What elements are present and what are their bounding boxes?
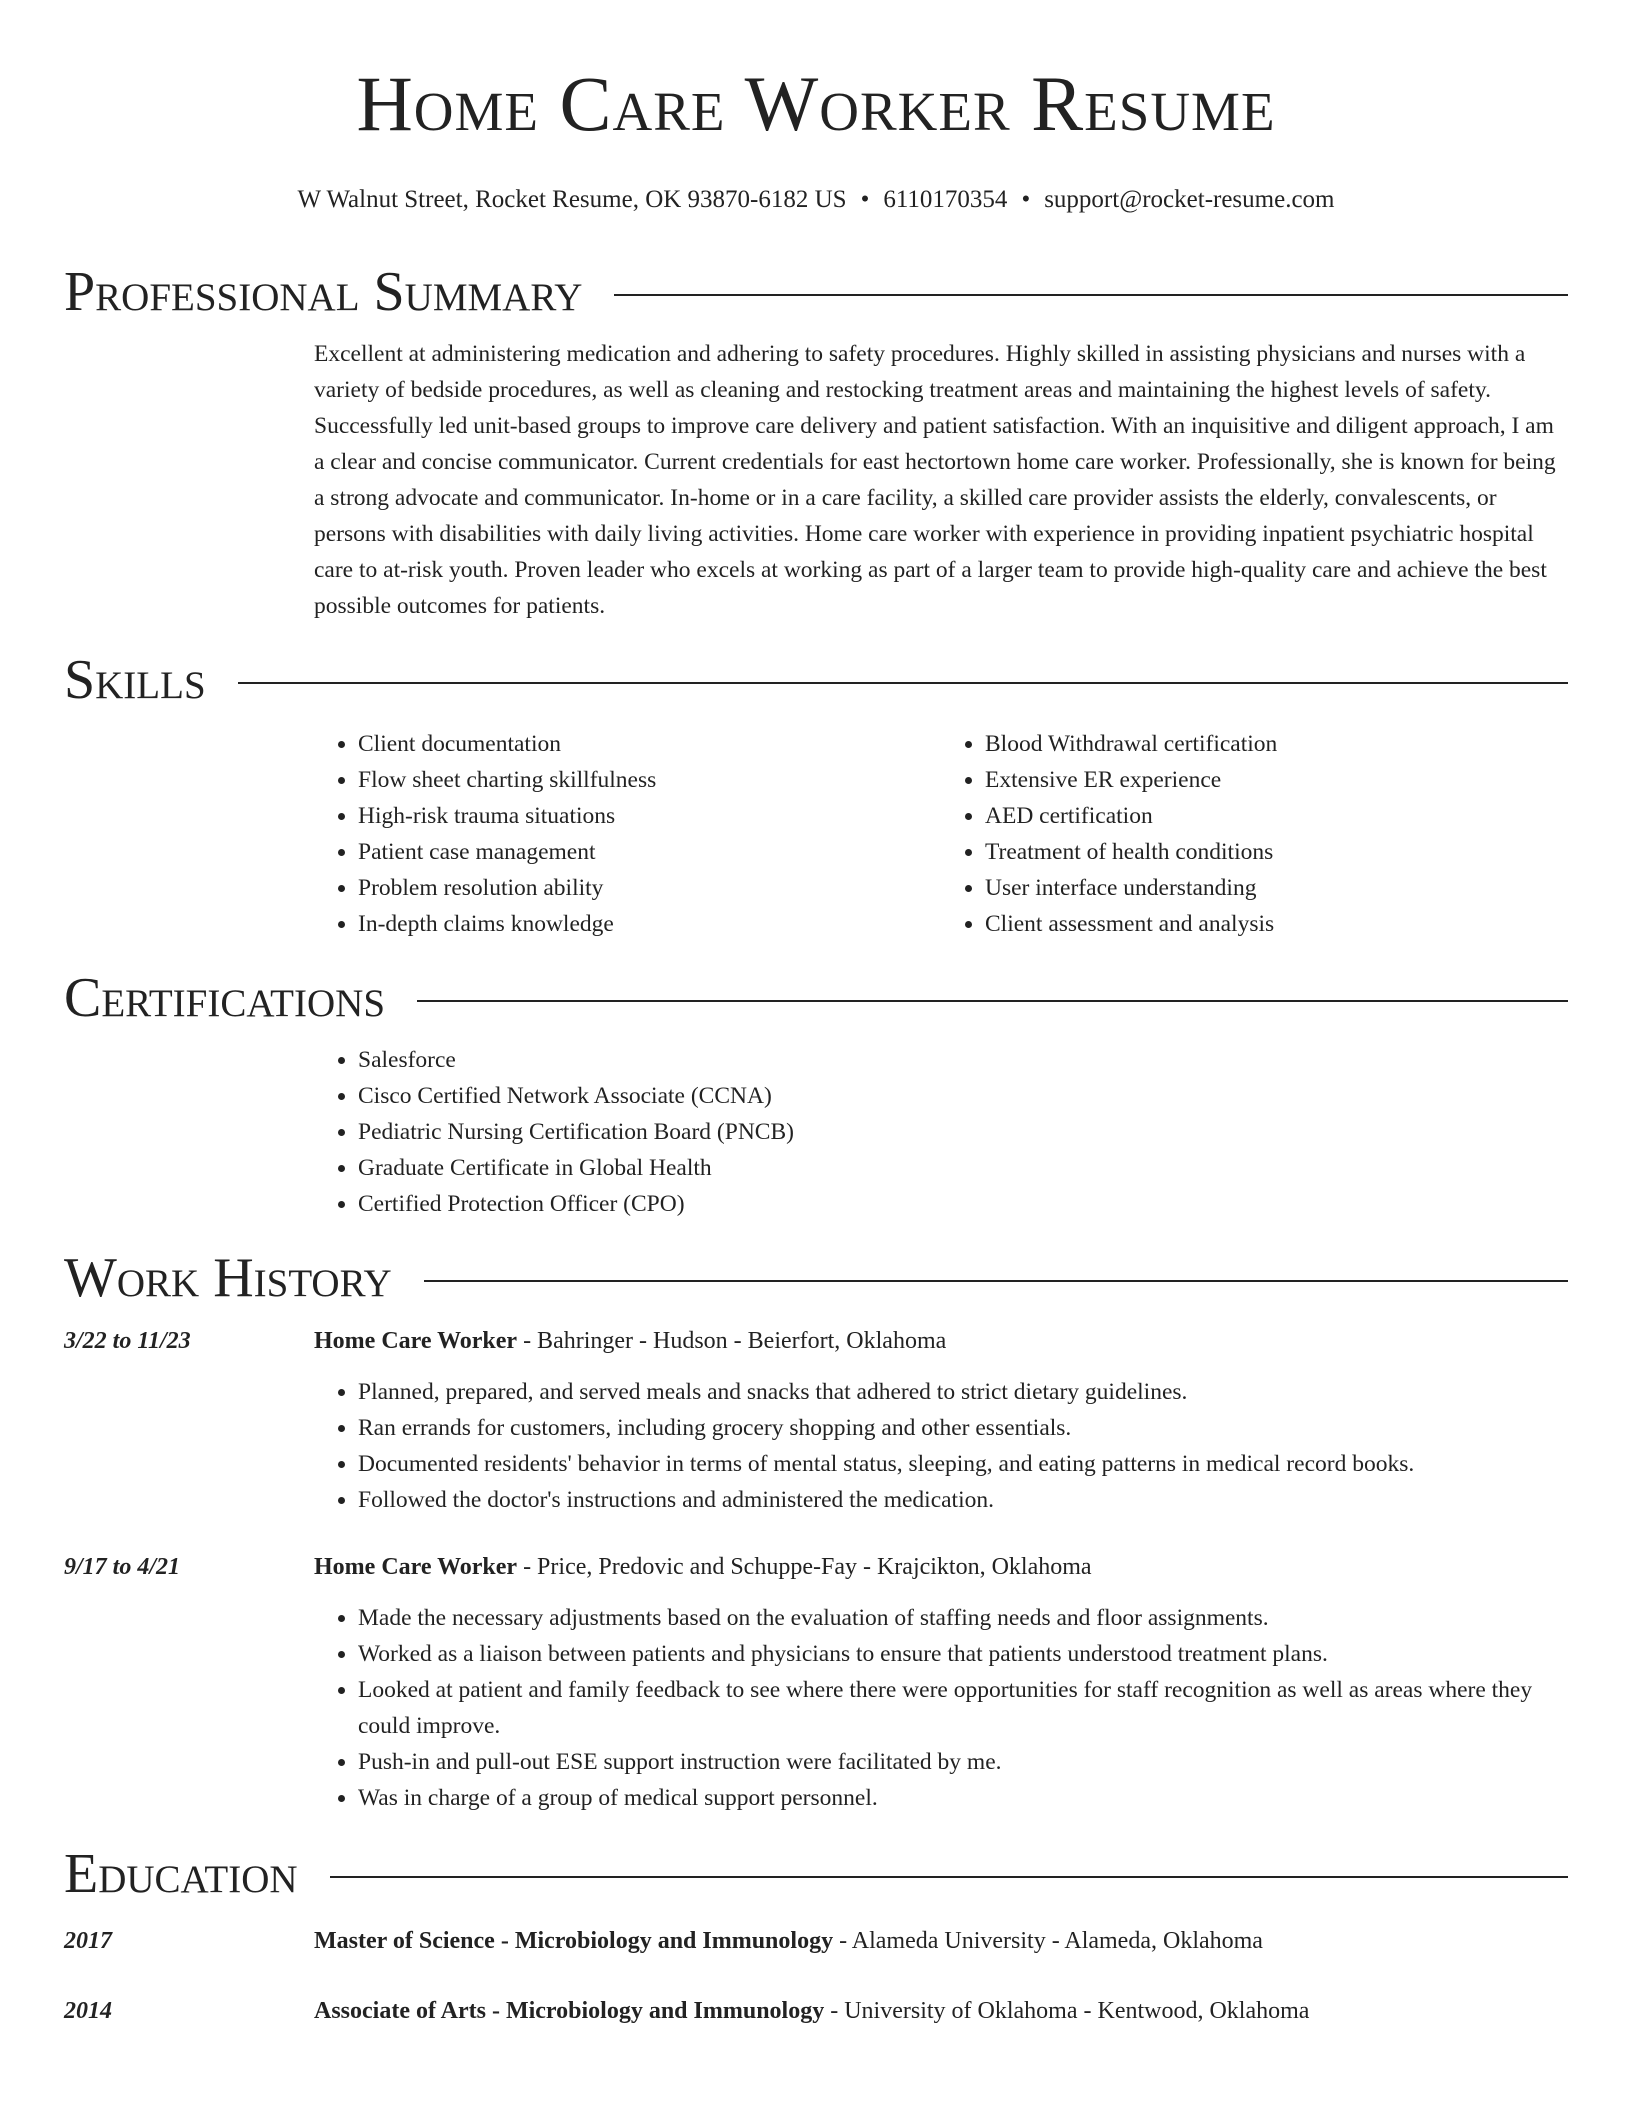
education-entry [64,1994,1568,2028]
skill-item: • Flow sheet charting skillfulness [358,762,941,798]
education-line [314,1994,1568,2028]
section-divider [424,1280,1568,1282]
summary-heading: Professional Summary [64,261,583,323]
skill-item: • Patient case management [358,834,941,870]
skill-item: • Problem resolution ability [358,870,941,906]
job-title: Home Care Worker [314,1328,518,1354]
certifications-heading: Certifications [64,967,386,1029]
duty-item: • Planned, prepared, and served meals and snacks that adhered to strict dietary guidelines. [358,1374,1568,1410]
summary-body [314,336,1568,624]
work-section-header [64,1246,1568,1310]
job-header [64,1550,1568,1584]
job-title: Home Care Worker [314,1554,518,1580]
certifications-section-header [64,966,1568,1030]
job-entry [64,1550,1568,1816]
separator-dot: • [1021,186,1031,213]
email-link[interactable]: support@rocket-resume.com [1044,186,1335,213]
section-divider [614,294,1568,296]
education-year: 2014 [64,1998,112,2024]
education-entry [64,1924,1568,1958]
skill-item: • Client assessment and analysis [985,906,1568,942]
skill-item: • Extensive ER experience [985,762,1568,798]
job-details: - Bahringer - Hudson - Beierfort, Oklahoma [517,1328,947,1354]
job-duties-list [314,1600,1568,1816]
school-details: - Alameda University - Alameda, Oklahoma [833,1928,1263,1954]
job-duties-list [314,1374,1568,1518]
duty-item: • Documented residents' behavior in terms of mental status, sleeping, and eating patterns in medical record books. [358,1446,1568,1482]
duty-item: • Looked at patient and family feedback to see where there were opportunities for staff recognition as well as areas where they could improve. [358,1672,1568,1744]
phone: 6110170354 [883,186,1008,213]
certification-item: • Salesforce [358,1042,1568,1078]
skills-heading: Skills [64,649,206,711]
skill-item: • User interface understanding [985,870,1568,906]
education-heading: Education [64,1843,298,1905]
education-line [314,1924,1568,1958]
certification-item: • Cisco Certified Network Associate (CCNA) [358,1078,1568,1114]
duty-item: • Push-in and pull-out ESE support instruction were facilitated by me. [358,1744,1568,1780]
skill-item: • AED certification [985,798,1568,834]
certification-item: • Graduate Certificate in Global Health [358,1150,1568,1186]
duty-item: • Was in charge of a group of medical support personnel. [358,1780,1568,1816]
education-year: 2017 [64,1928,112,1954]
separator-dot: • [860,186,870,213]
duty-item: • Made the necessary adjustments based on the evaluation of staffing needs and floor assignments. [358,1600,1568,1636]
skill-item: • Blood Withdrawal certification [985,726,1568,762]
summary-section-header [64,260,1568,324]
job-header [64,1324,1568,1358]
job-details: - Price, Predovic and Schuppe-Fay - Krajcikton, Oklahoma [517,1554,1092,1580]
contact-line [64,184,1568,216]
skills-list-left [314,726,941,942]
job-title-line [314,1550,1568,1584]
skill-item: • High-risk trauma situations [358,798,941,834]
duty-item: • Ran errands for customers, including grocery shopping and other essentials. [358,1410,1568,1446]
section-divider [330,1876,1568,1878]
skills-list-right [941,726,1568,942]
section-divider [417,1000,1568,1002]
summary-text: Excellent at administering medication and adhering to safety procedures. Highly skilled in assisting physicians and nurses with a variety of bedside procedures, as well as cleaning and restocking treatment areas and maintaining the highest levels of safety. Successfully led unit-based groups to improve care delivery and patient satisfaction. With an inquisitive and diligent approach, I am a clear and concise communicator. Current credentials for east hectortown home care worker. Professionally, she is known for being a strong advocate and communicator. In-home or in a care facility, a skilled care provider assists the elderly, convalescents, or persons with disabilities with daily living activities. Home care worker with experience in providing inpatient psychiatric hospital care to at-risk youth. Proven leader who excels at working as part of a larger team to provide high-quality care and achieve the best possible outcomes for patients. [314,341,1556,619]
job-bullets [314,1600,1568,1816]
job-bullets [314,1374,1568,1518]
address: W Walnut Street, Rocket Resume, OK 93870-6182 US [297,186,847,213]
job-title-line [314,1324,1568,1358]
duty-item: • Followed the doctor's instructions and administered the medication. [358,1482,1568,1518]
certification-item: • Pediatric Nursing Certification Board (PNCB) [358,1114,1568,1150]
skills-section-header [64,648,1568,712]
skill-item: • Treatment of health conditions [985,834,1568,870]
certification-item: • Certified Protection Officer (CPO) [358,1186,1568,1222]
skill-item: • Client documentation [358,726,941,762]
degree: Master of Science - Microbiology and Immunology [314,1928,834,1954]
resume-title: Home Care Worker Resume [356,60,1276,147]
skills-body [314,726,1568,942]
skills-grid [314,726,1568,942]
certifications-body [314,1042,1568,1222]
skill-item: • In-depth claims knowledge [358,906,941,942]
work-heading: Work History [64,1247,392,1309]
certifications-list [314,1042,1568,1222]
duty-item: • Worked as a liaison between patients and physicians to ensure that patients understood treatment plans. [358,1636,1568,1672]
job-dates: 9/17 to 4/21 [64,1554,181,1580]
job-entry [64,1324,1568,1518]
section-divider [238,682,1568,684]
school-details: - University of Oklahoma - Kentwood, Oklahoma [824,1998,1310,2024]
degree: Associate of Arts - Microbiology and Immunology [314,1998,825,2024]
education-section-header [64,1842,1568,1906]
job-dates: 3/22 to 11/23 [64,1328,191,1354]
